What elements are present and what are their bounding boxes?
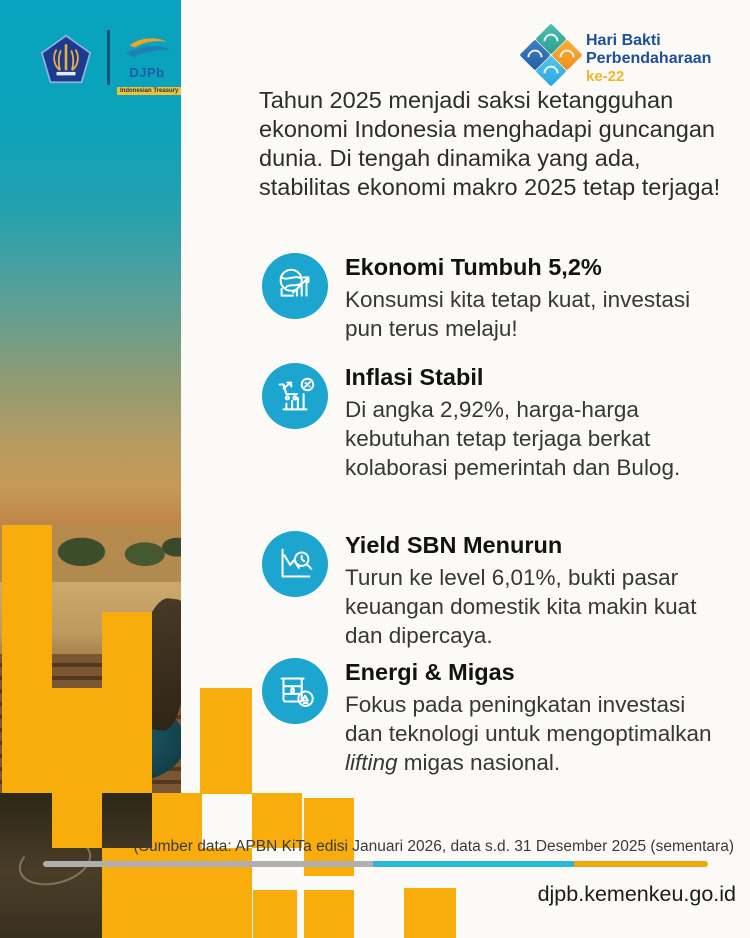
globe-growth-icon [262,253,328,319]
inflation-cart-chart-icon [262,363,328,429]
djpb-name: DJPb [129,65,165,80]
djpb-swoosh-icon [118,36,176,61]
feature-body: Turun ke level 6,01%, bukti pasar keuangan domestik kita makin kuat dan dipercaya. [345,565,697,648]
gold-bar [2,525,52,793]
feature-title: Ekonomi Tumbuh 5,2% [345,254,602,280]
event-title-line2: Perbendaharaan [586,50,712,67]
divider-cyan-segment [373,861,574,867]
event-edition: ke-22 [586,68,625,85]
feature-title: Inflasi Stabil [345,364,484,390]
djpb-subtitle: Indonesian Treasury [117,87,181,95]
logo-divider [107,30,110,85]
divider-gray-segment [43,861,373,867]
tricolor-divider [43,861,708,867]
event-title-line1: Hari Bakti [586,32,661,49]
feature-ekonomi [262,253,728,343]
feature-inflasi [262,363,728,482]
gold-block [52,793,102,848]
gold-block [253,890,297,938]
feature-title: Energi & Migas [345,659,515,685]
feature-body: Fokus pada peningkatan investasi dan teknologi untuk mengoptimalkan lifting migas nasional. [345,692,712,775]
gold-block [52,688,102,793]
hari-bakti-logo [518,26,711,88]
pinwheel-icon [518,26,578,88]
gold-bar [102,612,152,793]
feature-energi [262,658,728,777]
intro-paragraph: Tahun 2025 menjadi saksi ketangguhan ekonomi Indonesia menghadapi guncangan dunia. Di tengah dinamika yang ada, stabilitas ekonomi makro 2025 tetap terjaga! [259,87,721,200]
feature-body: Di angka 2,92%, harga-harga kebutuhan tetap terjaga berkat kolaborasi pemerintah dan Bulog. [345,397,681,480]
feature-yield [262,531,728,650]
source-note: (Sumber data: APBN KiTa edisi Januari 2026, data s.d. 31 Desember 2025 (sementara) [133,838,734,855]
divider-gold-segment [574,861,708,867]
oil-barrel-recycle-icon [262,658,328,724]
feature-title: Yield SBN Menurun [345,532,563,558]
feature-body: Konsumsi kita tetap kuat, investasi pun terus melaju! [345,287,691,341]
website-url[interactable]: djpb.kemenkeu.go.id [537,882,736,906]
gold-block [404,888,456,938]
gold-bar [200,688,252,794]
yield-decline-magnifier-icon [262,531,328,597]
kemenkeu-pentagon-logo [40,34,92,84]
gold-block [304,890,354,938]
djpb-logo [117,36,177,97]
